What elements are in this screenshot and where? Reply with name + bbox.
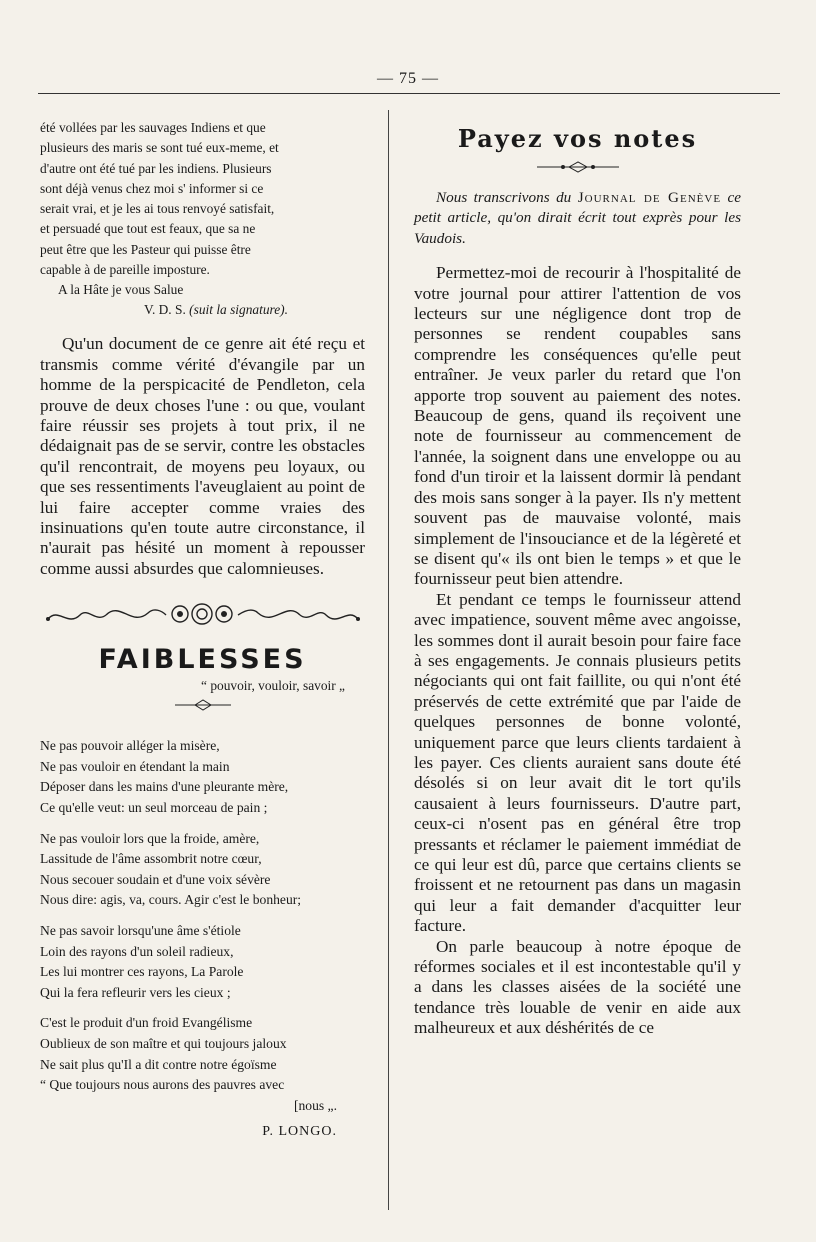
poem-stanza — [40, 829, 365, 911]
article-paragraph: Et pendant ce temps le fournisseur attend avec impatience, souvent même avec angoisse, les sommes dont il aurait besoin pour faire face à ses engagements. Je connais plusieurs petits négociants qui ont fait faillite, ou qui n'ont été préservés de cette extrémité que par l'aide de quelques personnes de bonne volonté, uniquement parce que leurs clients tardaient à les payer. Ces clients auraient sans doute été désolés si on leur avait dit le tort qu'ils causaient à leurs fournisseurs. D'autre part, ceux-ci n'osent pas en général être trop pressants et réclamer le paiement immédiat de ce qui leur est dû, parce que certains clients se froissent et ne retournent pas dans un magasin qui leur a fait demander d'acquitter leur facture. — [414, 589, 741, 936]
letter-line: d'autre ont été tué par les indiens. Plusieurs — [40, 160, 272, 176]
letter-closing: A la Hâte je vous Salue — [58, 282, 184, 298]
poem-title: FAIBLESSES — [98, 644, 307, 676]
poem-line: Les lui montrer ces rayons, La Parole — [40, 964, 244, 980]
commentary-paragraph: Qu'un document de ce genre ait été reçu et transmis comme vérité d'évangile par un homme de la perspicacité de Pendleton, cela prouve de deux choses l'une : ou que, voulant faire réussir ses projets à tout prix, il ne dédaignait pas de se servir, contre les obstacles qu'il rencontrait, de moyens peu loyaux, ou que ses ressentiments l'aveuglaient au point de lui faire accepter comme vraies des insinuations qu'en toute autre circonstance, il n'aurait pas hésité un moment à repousser comme aussi absurdes que calomnieuses. — [40, 334, 365, 578]
right-column — [414, 118, 741, 1039]
poem-author: P. LONGO. — [262, 1124, 337, 1140]
letter-line: sont déjà venus chez moi s' informer si ce — [40, 180, 264, 196]
article-paragraph: On parle beaucoup à notre époque de réformes sociales et il est incontestable qu'il y a dans les classes aisées de la société une tendance très louable de venir en aide aux malheureux et aux déshérités de ce — [414, 936, 741, 1038]
intro-text: Nous transcrivons du — [436, 189, 572, 206]
signature-note: (suit la signature). — [189, 302, 288, 318]
poem-line: Nous dire: agis, va, cours. Agir c'est le bonheur; — [40, 892, 302, 908]
poem-line: Ne pas savoir lorsqu'une âme s'étiole — [40, 923, 241, 938]
poem-line: Loin des rayons d'un soleil radieux, — [40, 943, 234, 959]
page-number: — 75 — — [377, 70, 439, 87]
letter-line: peut être que les Pasteur qui puisse être — [40, 241, 251, 257]
decorative-ornament — [40, 597, 365, 631]
poem-subtitle: “ pouvoir, vouloir, savoir „ — [201, 678, 345, 694]
poem-stanza — [40, 736, 365, 818]
letter-excerpt — [40, 118, 365, 280]
letter-line: été vollées par les sauvages Indiens et que — [40, 120, 266, 135]
letter-signature — [144, 300, 365, 320]
poem-line: Ne pas vouloir en étendant la main — [40, 758, 230, 774]
poem-stanza — [40, 921, 365, 1003]
poem-body — [40, 736, 365, 1143]
poem-line: Lassitude de l'âme assombrit notre cœur, — [40, 851, 262, 867]
header-rule — [38, 93, 780, 94]
divider-ornament — [533, 160, 623, 174]
article-intro — [414, 188, 741, 249]
poem-stanza — [40, 1013, 365, 1116]
source-name: Journal de Genève — [577, 189, 722, 206]
signature-name: V. D. S. — [144, 302, 186, 318]
poem-line: Nous secouer soudain et d'une voix sévère — [40, 871, 271, 887]
poem-line: Déposer dans les mains d'une pleurante mère, — [40, 779, 289, 795]
poem-line: “ Que toujours nous aurons des pauvres avec — [40, 1077, 285, 1093]
letter-line: capable à de pareille imposture. — [40, 262, 210, 278]
poem-line: Qui la fera refleurir vers les cieux ; — [40, 984, 231, 1000]
column-divider — [388, 110, 389, 1210]
poem-line: Oublieux de son maître et qui toujours jaloux — [40, 1035, 287, 1051]
poem-line: Ce qu'elle veut: un seul morceau de pain ; — [40, 800, 268, 816]
poem-line: Ne pas pouvoir alléger la misère, — [40, 738, 220, 754]
letter-line: et persuadé que tout est feaux, que sa ne — [40, 221, 256, 237]
poem-line: Ne sait plus qu'Il a dit contre notre égoïsme — [40, 1056, 277, 1072]
poem-line: Ne pas vouloir lors que la froide, amère, — [40, 830, 260, 846]
left-column — [40, 118, 365, 1143]
poem-line: C'est le produit d'un froid Evangélisme — [40, 1015, 253, 1031]
article-paragraph: Permettez-moi de recourir à l'hospitalité de votre journal pour attirer l'attention de vos lecteurs sur une négligence dont trop de personnes se rendent coupables sans comprendre les conséquences qu'elle peut entraîner. Je veux parler du retard que l'on apporte trop souvent au paiement des notes. Beaucoup de gens, quand ils reçoivent une note de fournisseur au commencement de l'année, la soignent dans une enveloppe ou au fond d'un tiroir et la laissent dormir là pendant des mois sans songer à la payer. Ils n'y mettent souvent pas de mauvaise volonté, mais simplement de l'insouciance et de la légèreté et se disent qu'« ils ont bien le temps » et que le fournisseur peut bien attendre. — [414, 263, 741, 589]
poem-line-tail: [nous „. — [293, 1097, 337, 1113]
intro-text: ce petit article, qu'on dirait écrit tout exprès pour les Vaudois. — [414, 189, 742, 247]
letter-line: plusieurs des maris se sont tué eux-meme, et — [40, 140, 279, 156]
divider-ornament — [173, 698, 233, 712]
article-title: Payez vos notes — [457, 124, 698, 153]
letter-line: serait vrai, et je les ai tous renvoyé satisfait, — [40, 201, 275, 217]
